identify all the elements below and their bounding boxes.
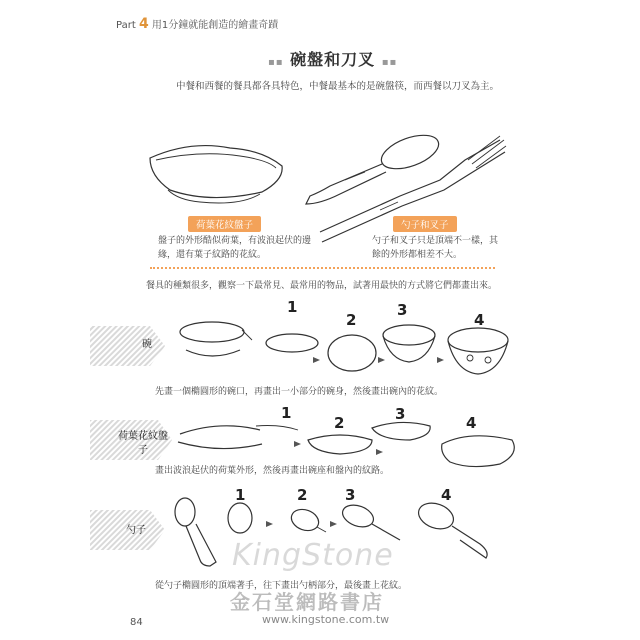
row-caption-lotus-plate: 畫出波浪起伏的荷葉外形，然後再畫出碗座和盤內的紋路。 — [155, 466, 390, 476]
spoon-drawing — [306, 129, 443, 204]
part-number: 4 — [138, 16, 149, 32]
step-number: 3 — [397, 301, 408, 319]
caption-spoon-fork: 勺子和叉子只是頂端不一樣，其餘的外形都相差不大。 — [372, 236, 499, 260]
step-number: 3 — [395, 405, 406, 423]
title-deco-left: ▪▪ — [268, 57, 284, 68]
header-text: 用1分鐘就能創造的繪畫奇蹟 — [151, 20, 279, 31]
tag-lotus-plate: 荷葉花紋盤子 — [188, 216, 261, 232]
watermark-url: www.kingstone.com.tw — [262, 613, 390, 626]
row-caption-spoon: 從勺子橢圓形的頂端著手，往下畫出勺柄部分，最後畫上花紋。 — [155, 581, 408, 591]
step-number: 1 — [281, 404, 292, 422]
step-number: 2 — [334, 414, 345, 432]
row-arrow-bg — [90, 326, 165, 366]
plate-row-drawings — [178, 422, 514, 466]
row-label-bowl: 碗 — [142, 339, 152, 350]
lotus-plate-drawing — [150, 146, 282, 203]
part-prefix: Part — [116, 20, 136, 31]
step-number: 3 — [345, 486, 356, 504]
step-number: 1 — [235, 486, 246, 504]
steps-intro: 餐具的種類很多，觀察一下最常見、最常用的物品，試著用最快的方式將它們都畫出來。 — [146, 281, 498, 291]
step-number: 4 — [466, 414, 477, 432]
dotted-divider — [150, 267, 495, 269]
step-number: 1 — [287, 298, 298, 316]
bowl-row-drawings — [180, 322, 508, 374]
title-deco-right: ▪▪ — [381, 57, 398, 68]
row-caption-bowl: 先畫一個橢圓形的碗口，再畫出一小部分的碗身，然後畫出碗內的花紋。 — [155, 387, 444, 397]
row-label-lotus-plate: 荷葉花紋盤子 — [118, 431, 168, 456]
step-number: 2 — [346, 311, 357, 329]
tag-spoon-fork: 勺子和叉子 — [393, 216, 457, 232]
step-number: 4 — [441, 486, 452, 504]
step-number: 4 — [474, 311, 485, 329]
caption-lotus-plate: 盤子的外形酷似荷葉，有波浪起伏的邊緣，還有葉子紋路的花紋。 — [158, 236, 312, 260]
intro-text: 中餐和西餐的餐具都各具特色，中餐最基本的是碗盤筷，而西餐以刀叉為主。 — [176, 81, 500, 92]
watermark-brand: KingStone — [232, 538, 394, 573]
section-title: ▪▪ 碗盤和刀叉 ▪▪ — [268, 50, 398, 69]
step-number: 2 — [297, 486, 308, 504]
row-label-spoon: 勺子 — [126, 525, 146, 536]
page-number: 84 — [130, 617, 143, 628]
watermark-chinese: 金石堂網路書店 — [230, 590, 384, 614]
